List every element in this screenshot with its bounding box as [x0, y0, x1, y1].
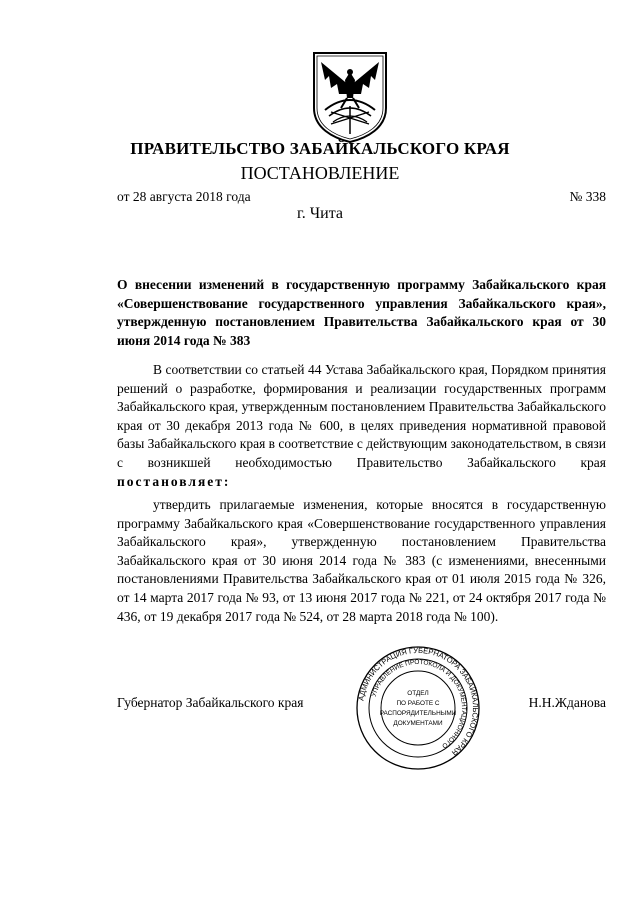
resolution-paragraph: утвердить прилагаемые изменения, которые вносятся в государственную программу Забайкальского края «Совершенствование государственного управления Забайкальского края», утвержденную постановлением Правительства Забайкальского края от 30 июня 2014 года № 383 (с изменениями, внесенными постановлениями Правительства Забайкальского края от 01 июля 2015 года № 326, от 14 марта 2017 года № 93, от 13 июня 2017 года № 221, от 24 октября 2017 года № 436, от 19 декабря 2017 года № 524, от 28 марта 2018 года № 100).: [117, 497, 606, 624]
document-subject: О внесении изменений в государственную программу Забайкальского края «Совершенствование государственного управления Забайкальского края», утвержденную постановлением Правительства Забайкальского края от 30 июня 2014 года № 383: [117, 277, 606, 348]
stamp-inner-text: УПРАВЛЕНИЕ ПРОТОКОЛА И ДОКУМЕНТАЦИОННОГО: [370, 658, 468, 750]
coat-of-arms-icon: [311, 50, 389, 144]
preamble-text: В соответствии со статьей 44 Устава Забайкальского края, Порядком принятия решений о разработке, формирования и реализации государственных программ Забайкальского края, утвержденным постановлением Правительства Забайкальского края от 30 декабря 2013 года № 600, в целях приведения нормативной правовой базы Забайкальского края в соответствие с действующим законодательством, в связи с возникшей необходимостью Правительство Забайкальского края: [117, 362, 606, 470]
resolves-keyword: постановляет:: [117, 473, 231, 489]
preamble-paragraph: [117, 361, 606, 491]
signatory-title: Губернатор Забайкальского края: [117, 695, 304, 710]
stamp-line-3: РАСПОРЯДИТЕЛЬНЫМИ: [379, 710, 457, 717]
document-date: от 28 августа 2018 года: [117, 189, 251, 204]
stamp-line-1: ОТДЕЛ: [407, 690, 429, 697]
document-number: № 338: [569, 189, 606, 204]
official-stamp: [355, 645, 481, 771]
stamp-line-4: ДОКУМЕНТАМИ: [393, 720, 443, 727]
organization-title: ПРАВИТЕЛЬСТВО ЗАБАЙКАЛЬСКОГО КРАЯ: [130, 139, 510, 158]
stamp-line-2: ПО РАБОТЕ С: [396, 700, 440, 707]
city-name: г. Чита: [296, 205, 343, 222]
stamp-outer-text: АДМИНИСТРАЦИЯ ГУБЕРНАТОРА ЗАБАЙКАЛЬСКОГО КРАЯ: [356, 645, 481, 758]
signatory-name: Н.Н.Жданова: [528, 695, 606, 710]
document-type: ПОСТАНОВЛЕНИЕ: [240, 163, 400, 183]
